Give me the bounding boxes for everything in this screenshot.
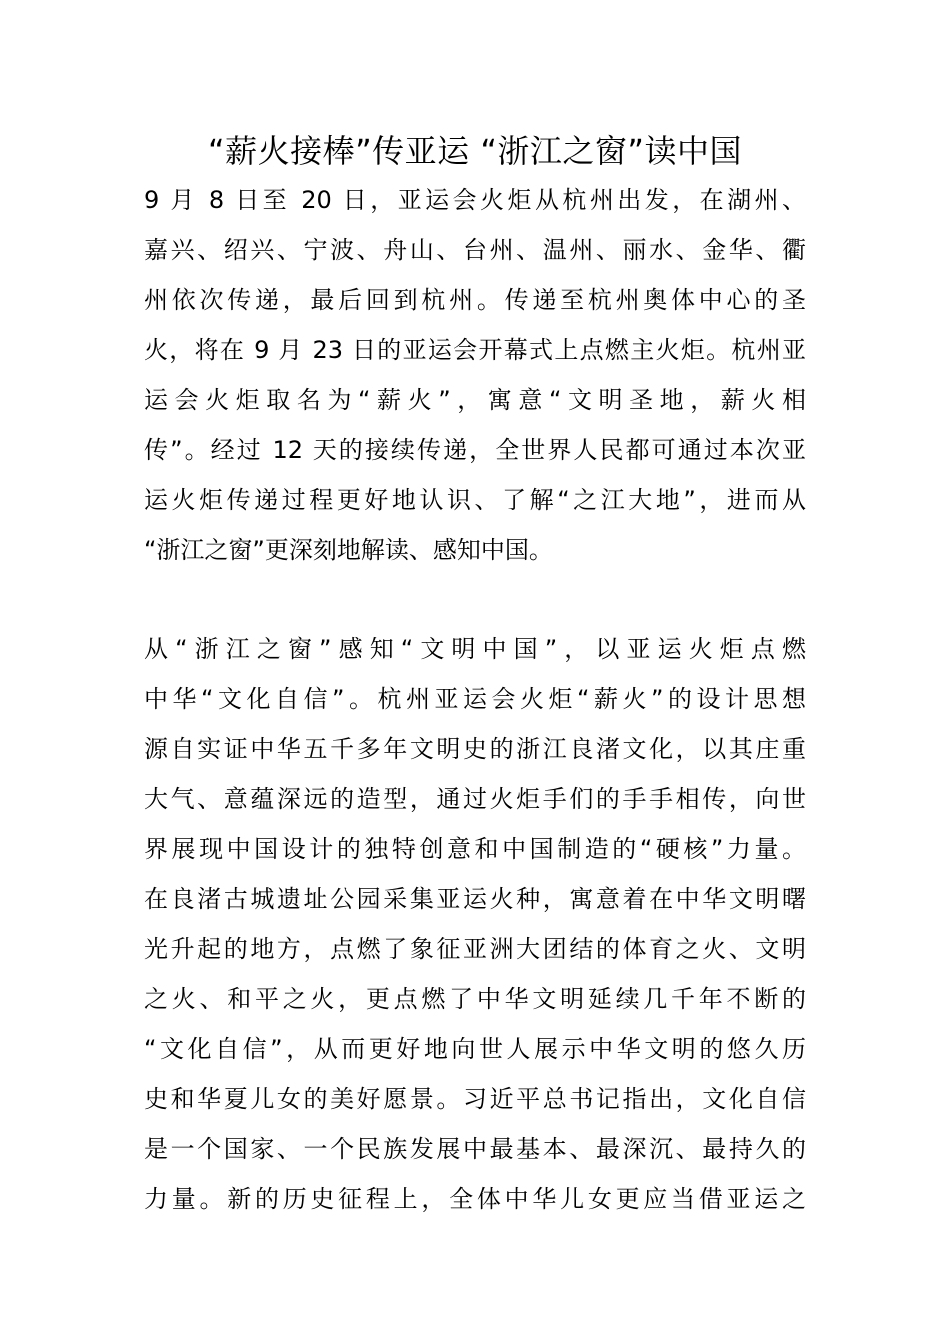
paragraph-line: 大气、意蕴深远的造型，通过火炬手们的手手相传，向世	[144, 785, 806, 813]
paragraph-line: 之火、和平之火，更点燃了中华文明延续几千年不断的	[144, 985, 806, 1013]
paragraph-line: 是一个国家、一个民族发展中最基本、最深沉、最持久的	[144, 1135, 806, 1163]
paragraph-line: “浙江之窗”更深刻地解读、感知中国。	[144, 536, 553, 564]
paragraph-line: 运会火炬取名为“薪火”，寓意“文明圣地，薪火相	[144, 386, 806, 414]
paragraph-line: 从“浙江之窗”感知“文明中国”，以亚运火炬点燃	[144, 635, 806, 663]
document-title: “薪火接棒”传亚运 “浙江之窗”读中国	[208, 132, 742, 170]
paragraph-line: 中华“文化自信”。杭州亚运会火炬“薪火”的设计思想	[144, 685, 806, 713]
paragraph-line: 源自实证中华五千多年文明史的浙江良渚文化，以其庄重	[144, 735, 806, 763]
paragraph-line: 界展现中国设计的独特创意和中国制造的“硬核”力量。	[144, 835, 806, 863]
paragraph-line: 火，将在 9 月 23 日的亚运会开幕式上点燃主火炬。杭州亚	[144, 336, 806, 364]
paragraph-line: 9 月 8 日至 20 日，亚运会火炬从杭州出发，在湖州、	[144, 186, 806, 214]
paragraph-line: 嘉兴、绍兴、宁波、舟山、台州、温州、丽水、金华、衢	[144, 236, 806, 264]
paragraph-line: 力量。新的历史征程上，全体中华儿女更应当借亚运之	[144, 1185, 806, 1213]
paragraph-line: 传”。经过 12 天的接续传递，全世界人民都可通过本次亚	[144, 436, 806, 464]
paragraph-line: 在良渚古城遗址公园采集亚运火种，寓意着在中华文明曙	[144, 885, 806, 913]
paragraph-line: 运火炬传递过程更好地认识、了解“之江大地”，进而从	[144, 486, 806, 514]
paragraph-line: “文化自信”，从而更好地向世人展示中华文明的悠久历	[144, 1035, 806, 1063]
paragraph-line: 史和华夏儿女的美好愿景。习近平总书记指出，文化自信	[144, 1085, 806, 1113]
paragraph-line: 光升起的地方，点燃了象征亚洲大团结的体育之火、文明	[144, 935, 806, 963]
paragraph-line: 州依次传递，最后回到杭州。传递至杭州奥体中心的圣	[144, 286, 806, 314]
